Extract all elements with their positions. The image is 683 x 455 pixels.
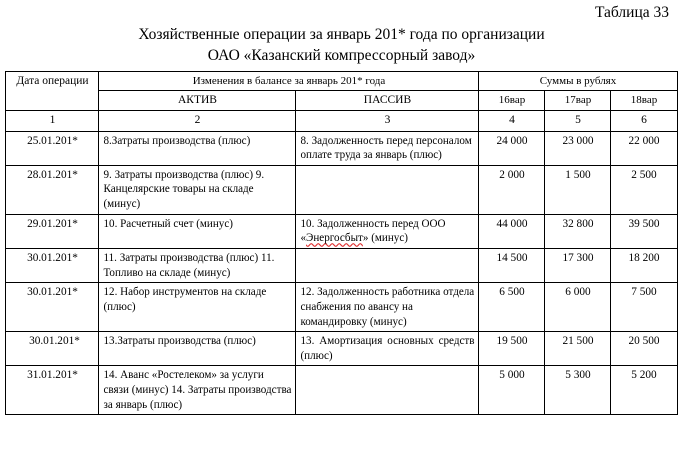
cell-amount-variant-3: 18 200 [611,249,677,283]
table-row [6,332,677,366]
header-row-main [6,71,677,91]
cell-amount-variant-3: 7 500 [611,283,677,332]
cell-date: 25.01.201* [6,131,99,165]
table-row [6,249,677,283]
operations-table [5,71,677,416]
cell-amount-variant-3: 22 000 [611,131,677,165]
cell-date: 30.01.201* [6,249,99,283]
cell-amount-variant-2: 1 500 [545,165,611,214]
cell-amount-variant-1: 5 000 [479,366,545,415]
column-number-1: 1 [6,111,99,131]
column-number-3: 3 [296,111,479,131]
column-header-variant-18: 18вар [611,91,677,111]
column-number-2: 2 [99,111,296,131]
column-header-variant-16: 16вар [479,91,545,111]
cell-active: 12. Набор инструментов на складе (плюс) [99,283,296,332]
page-title [0,22,683,70]
table-header [6,71,677,131]
cell-amount-variant-1: 24 000 [479,131,545,165]
cell-amount-variant-3: 39 500 [611,214,677,248]
cell-passive: 8. Задолженность перед персоналом оплате труда за январь (плюс) [296,131,479,165]
table-row [6,214,677,248]
cell-date: 29.01.201* [6,214,99,248]
cell-date: 28.01.201* [6,165,99,214]
cell-date: 30.01.201* [6,283,99,332]
column-header-active: АКТИВ [99,91,296,111]
cell-amount-variant-2: 5 300 [545,366,611,415]
cell-amount-variant-2: 21 500 [545,332,611,366]
header-row-sub [6,91,677,111]
cell-amount-variant-2: 23 000 [545,131,611,165]
cell-amount-variant-3: 20 500 [611,332,677,366]
column-number-5: 5 [545,111,611,131]
column-header-variant-17: 17вар [545,91,611,111]
table-number-label: Таблица 33 [594,4,669,21]
cell-amount-variant-3: 5 200 [611,366,677,415]
table-row [6,283,677,332]
cell-active: 9. Затраты производства (плюс) 9. Канцелярские товары на складе (минус) [99,165,296,214]
cell-amount-variant-3: 2 500 [611,165,677,214]
column-header-balance-changes: Изменения в балансе за январь 201* года [99,71,479,91]
page-title-line-2: ОАО «Казанский компрессорный завод» [207,46,476,64]
table-body [6,131,677,415]
header-row-numbering [6,111,677,131]
cell-amount-variant-1: 19 500 [479,332,545,366]
cell-amount-variant-1: 6 500 [479,283,545,332]
cell-date: 31.01.201* [6,366,99,415]
cell-passive [296,366,479,415]
table-row [6,131,677,165]
table-row [6,165,677,214]
cell-active: 13.Затраты производства (плюс) [99,332,296,366]
cell-passive: 13. Амортизация основных средств (плюс) [296,332,479,366]
cell-amount-variant-2: 32 800 [545,214,611,248]
cell-active: 11. Затраты производства (плюс) 11. Топливо на складе (минус) [99,249,296,283]
cell-amount-variant-1: 44 000 [479,214,545,248]
cell-active: 10. Расчетный счет (минус) [99,214,296,248]
cell-amount-variant-1: 14 500 [479,249,545,283]
table-row [6,366,677,415]
cell-active: 14. Аванс «Ростелеком» за услуги связи (минус) 14. Затраты производства за январь (плюс) [99,366,296,415]
misspelled-word: Энергосбыт [306,232,363,245]
column-header-sums: Суммы в рублях [479,71,677,91]
column-number-6: 6 [611,111,677,131]
cell-amount-variant-2: 17 300 [545,249,611,283]
cell-date: 30.01.201* [6,332,99,366]
column-header-date: Дата операции [6,71,99,111]
cell-passive [296,165,479,214]
page-title-line-1: Хозяйственные операции за январь 201* года по организации [138,26,545,44]
column-number-4: 4 [479,111,545,131]
cell-active: 8.Затраты производства (плюс) [99,131,296,165]
column-header-passive: ПАССИВ [296,91,479,111]
cell-passive: 12. Задолженность работника отдела снабжения по авансу на командировку (минус) [296,283,479,332]
cell-amount-variant-1: 2 000 [479,165,545,214]
cell-amount-variant-2: 6 000 [545,283,611,332]
cell-passive [296,249,479,283]
cell-passive: 10. Задолженность перед ООО «Энергосбыт» (минус) [296,214,479,248]
